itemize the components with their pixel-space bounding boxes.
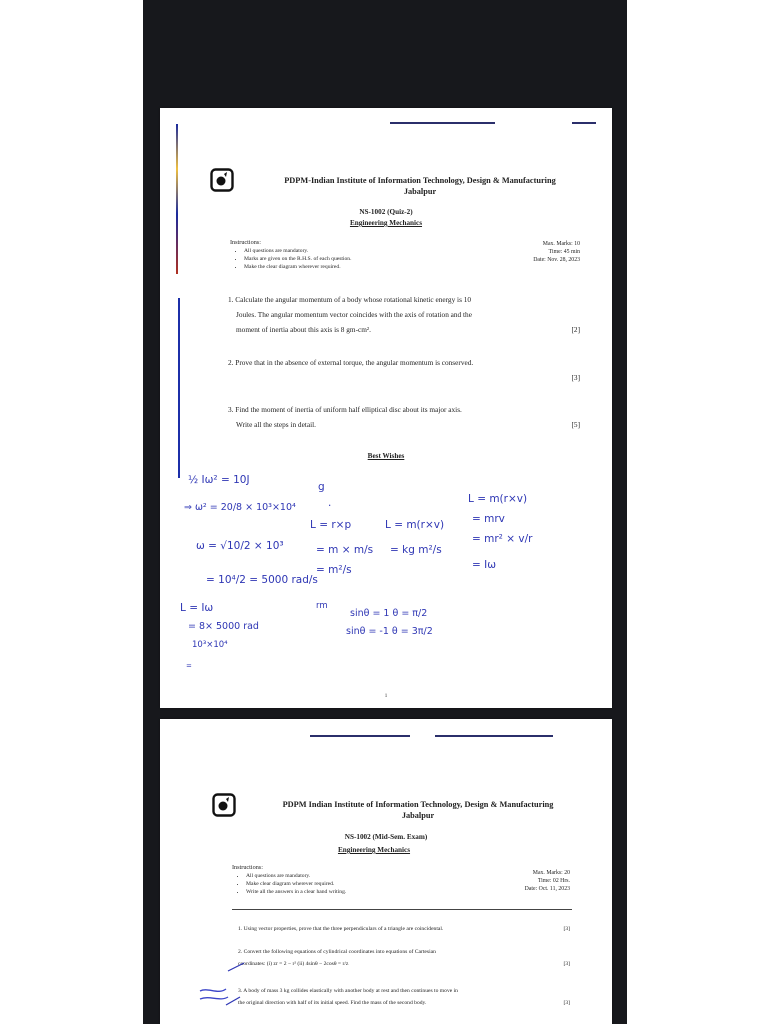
- question-1: 1. Calculate the angular momentum of a body whose rotational kinetic energy is 10 Joules. The angular momentum vector coincides with the axis of rotation and the moment of inertia about this axis is 8 gm-cm². [2]: [228, 292, 580, 337]
- exam-date: Date: Oct. 11, 2023: [524, 886, 570, 892]
- instruction-item: • Make clear diagram wherever required.: [246, 880, 346, 888]
- instructions-title: Instructions:: [232, 864, 263, 871]
- course-code: NS-1002 (Mid-Sem. Exam): [344, 833, 428, 841]
- svg-text:½ Iω² = 10J: ½ Iω² = 10J: [188, 474, 250, 486]
- svg-text:10³×10⁴: 10³×10⁴: [192, 640, 228, 650]
- instructions-title: Instructions:: [230, 239, 261, 246]
- svg-text:= kg m²/s: = kg m²/s: [390, 544, 442, 556]
- svg-text:L = m(r×v): L = m(r×v): [468, 493, 528, 505]
- instruction-item: • All questions are mandatory.: [244, 247, 352, 255]
- svg-text:rm: rm: [316, 601, 328, 611]
- svg-text:= m²/s: = m²/s: [316, 564, 352, 576]
- svg-text:L = r×p: L = r×p: [310, 519, 352, 531]
- exam-time: Time: 45 min: [548, 249, 580, 255]
- exam-date: Date: Nov. 28, 2023: [533, 257, 580, 263]
- instruction-item: • Marks are given on the R.H.S. of each question.: [244, 255, 352, 263]
- svg-text:= 10⁴/2 = 5000 rad/s: = 10⁴/2 = 5000 rad/s: [206, 574, 318, 586]
- document-page-2: [160, 719, 612, 1024]
- course-name: Engineering Mechanics: [349, 219, 423, 227]
- svg-text:= 8× 5000 rad: = 8× 5000 rad: [188, 621, 259, 632]
- svg-text:= mr² × v/r: = mr² × v/r: [472, 533, 533, 545]
- max-marks: Max. Marks: 10: [542, 241, 580, 247]
- instruction-item: • Make the clear diagram wherever required.: [244, 263, 352, 271]
- exam-time: Time: 02 Hrs.: [537, 878, 570, 884]
- svg-text:= m × m/s: = m × m/s: [316, 544, 374, 556]
- question-3: 3. A body of mass 3 kg collides elastically with another body at rest and then continues to move in the original direction with half of its initial speed. Find the mass of the second body. [3]: [238, 985, 570, 1009]
- svg-text:g: g: [318, 481, 325, 493]
- svg-text:sinθ = 1 θ = π/2: sinθ = 1 θ = π/2: [350, 608, 428, 619]
- question-3: 3. Find the moment of inertia of uniform half elliptical disc about its major axis. Write all the steps in detail. [5]: [228, 402, 580, 432]
- svg-text:⇒ ω² = 20/8 × 10³×10⁴: ⇒ ω² = 20/8 × 10³×10⁴: [184, 502, 296, 513]
- closing-note: Best Wishes: [367, 452, 405, 460]
- question-marks: [2]: [571, 325, 580, 334]
- question-2: 2. Prove that in the absence of external torque, the angular momentum is conserved. [3]: [228, 355, 580, 385]
- svg-text:L = m(r×v): L = m(r×v): [385, 519, 445, 531]
- max-marks: Max. Marks: 20: [532, 870, 570, 876]
- course-name: Engineering Mechanics: [337, 846, 411, 854]
- instruction-item: • Write all the answers in a clear hand writing.: [246, 888, 346, 896]
- svg-text:= Iω: = Iω: [472, 559, 497, 571]
- document-page-1: [160, 108, 612, 708]
- question-marks: [3]: [571, 373, 580, 382]
- question-marks: [3]: [563, 961, 570, 967]
- institute-name: PDPM-Indian Institute of Information Technology, Design & Manufacturing Jabalpur: [284, 176, 556, 196]
- question-marks: [5]: [571, 420, 580, 429]
- course-code: NS-1002 (Quiz-2): [359, 208, 413, 216]
- instruction-item: • All questions are mandatory.: [246, 872, 346, 880]
- svg-text:.: .: [328, 497, 332, 509]
- handwritten-solution: [160, 108, 612, 708]
- question-marks: [3]: [563, 1000, 570, 1006]
- svg-text:=: =: [186, 662, 192, 670]
- question-2: 2. Convert the following equations of cylindrical coordinates into equations of Cartesian coordinates: (i) zr = 2 − r² (ii) 4sinθ − 2cosθ = r/z [3]: [238, 946, 570, 970]
- question-1: 1. Using vector properties, prove that the three perpendiculars of a triangle are coincidental. [3]: [238, 923, 570, 935]
- page-number: 1: [384, 694, 388, 699]
- institute-name: PDPM Indian Institute of Information Technology, Design & Manufacturing Jabalpur: [282, 800, 554, 820]
- question-marks: [3]: [563, 926, 570, 932]
- svg-text:sinθ = -1 θ = 3π/2: sinθ = -1 θ = 3π/2: [346, 626, 433, 637]
- svg-text:L = Iω: L = Iω: [180, 602, 214, 614]
- svg-text:= mrv: = mrv: [472, 513, 505, 525]
- handwritten-marks: [160, 719, 612, 1024]
- svg-text:ω = √10/2 × 10³: ω = √10/2 × 10³: [196, 540, 284, 552]
